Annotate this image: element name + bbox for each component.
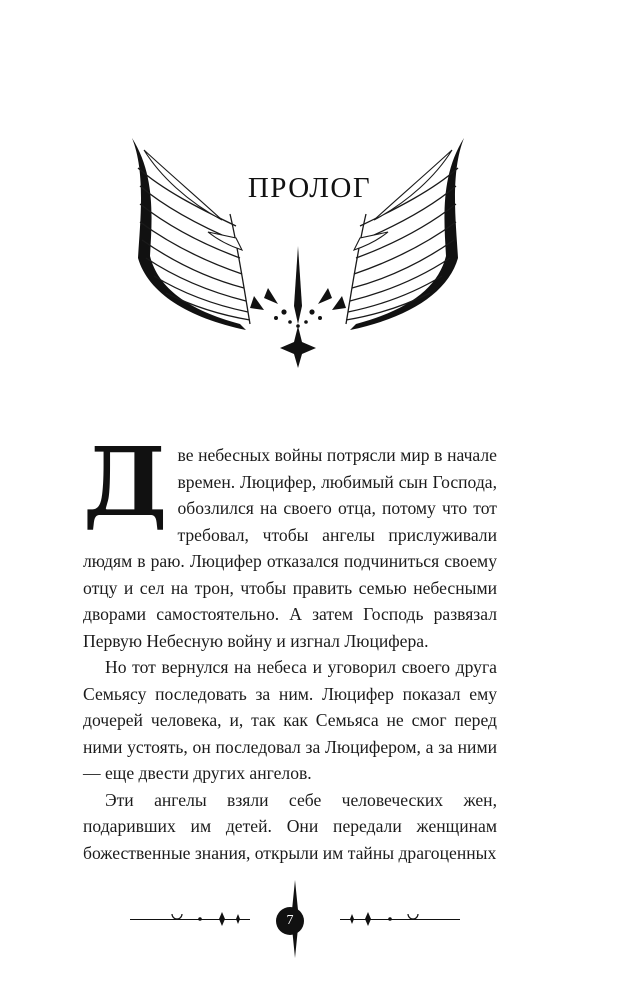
paragraph-2: Но тот вернулся на небеса и уговорил своего друга Семьясу последовать за ним. Люцифер показал ему дочерей человека, и, так как Семьяса не смог перед ними устоять, он последовал за Люцифером, а за ними — еще двести других ангелов.	[83, 657, 497, 783]
angel-wings-emblem	[118, 128, 478, 368]
chapter-title: ПРОЛОГ	[247, 172, 372, 204]
paragraph-3: Эти ангелы взяли себе человеческих жен, подаривших им детей. Они передали женщинам божественные знания, открыли им тайны драгоценных	[83, 789, 497, 863]
paragraph-1: ве небесных войны потрясли мир в начале времен. Люцифер, любимый сын Господа, обозлился на своего отца, потому что тот требовал, чтобы ангелы прислуживали людям в раю. Люцифер отказался подчиниться своему отцу и сел на трон, чтобы править семью небесными дворами самостоятельно. А затем Господь развязал Первую Небесную войну и изгнал Люцифера.	[83, 445, 497, 651]
body-text	[83, 427, 497, 866]
page-number: 7	[276, 907, 304, 935]
drop-cap: Д	[83, 427, 168, 538]
left-wing-icon	[132, 138, 250, 330]
star-icon	[280, 326, 316, 368]
